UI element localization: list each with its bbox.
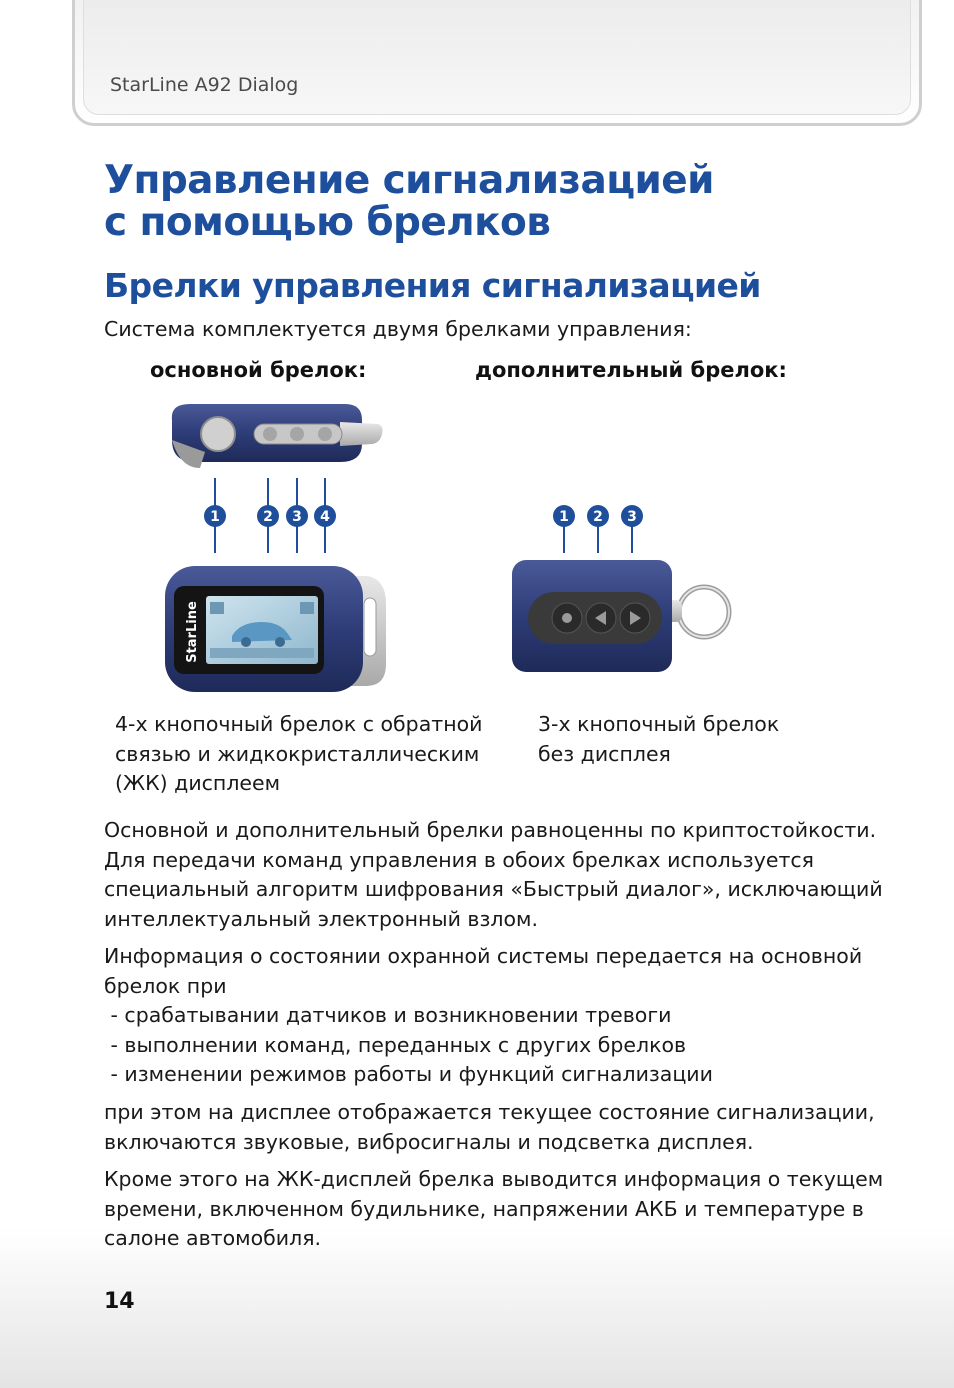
section-heading-line-2: с помощью брелков	[104, 200, 551, 245]
extra-fob-caption-line: 3-х кнопочный брелок	[538, 712, 780, 736]
intro-text: Система комплектуется двумя брелками управления:	[104, 317, 692, 341]
paragraph-line: времени, включенном будильнике, напряжении АКБ и температуре в	[104, 1196, 864, 1221]
paragraph-line: специальный алгоритм шифрования «Быстрый диалог», исключающий	[104, 877, 883, 901]
paragraph-line: Информация о состоянии охранной системы передается на основной	[104, 944, 863, 968]
paragraph-line: при этом на дисплее отображается текущее состояние сигнализации,	[104, 1100, 875, 1124]
running-header-title: StarLine A92 Dialog	[110, 74, 299, 96]
subsection-heading: Брелки управления сигнализацией	[104, 266, 761, 305]
paragraph-line: Для передачи команд управления в обоих брелках используется	[104, 847, 814, 872]
paragraph-status-info	[104, 942, 904, 1090]
extra-fob-label: дополнительный брелок:	[475, 358, 787, 382]
main-fob-marker-1: 1	[210, 509, 220, 525]
main-fob-marker-3: 3	[292, 509, 302, 525]
main-fob-marker-2: 2	[263, 509, 273, 525]
main-fob-caption	[115, 710, 505, 799]
main-fob-marker-4: 4	[320, 509, 330, 525]
main-fob-side-view	[172, 404, 383, 468]
main-fob-caption-line: 4-х кнопочный брелок с обратной	[115, 712, 483, 736]
list-item: - изменении режимов работы и функций сигнализации	[104, 1062, 713, 1086]
section-heading-line-1: Управление сигнализацией	[104, 158, 714, 203]
main-fob-brand-logo: StarLine	[185, 601, 200, 663]
main-fob-caption-line: связью и жидкокристаллическим	[115, 741, 480, 766]
main-fob-caption-line: (ЖК) дисплеем	[115, 771, 281, 795]
extra-fob-front-view	[512, 560, 729, 672]
paragraph-line: салоне автомобиля.	[104, 1226, 322, 1250]
extra-fob-marker-2: 2	[593, 509, 603, 525]
paragraph-line: интеллектуальный электронный взлом.	[104, 906, 539, 931]
paragraph-lcd-info	[104, 1165, 904, 1254]
paragraph-line: включаются звуковые, вибросигналы и подсветка дисплея.	[104, 1129, 754, 1154]
list-item: - выполнении команд, переданных с других брелков	[104, 1032, 687, 1057]
paragraph-line: Кроме этого на ЖК-дисплей брелка выводится информация о текущем	[104, 1167, 884, 1191]
extra-fob-caption	[538, 710, 798, 769]
paragraph-line: Основной и дополнительный брелки равноценны по криптостойкости.	[104, 818, 877, 842]
extra-fob-marker-1: 1	[559, 509, 569, 525]
paragraph-display-state	[104, 1098, 904, 1157]
extra-fob-caption-line: без дисплея	[538, 741, 671, 766]
main-fob-label: основной брелок:	[150, 358, 367, 382]
paragraph-line: брелок при	[104, 973, 227, 998]
page-number: 14	[104, 1289, 135, 1314]
paragraph-crypto	[104, 816, 904, 934]
extra-fob-marker-3: 3	[627, 509, 637, 525]
list-item: - срабатывании датчиков и возникновении тревоги	[104, 1003, 672, 1027]
